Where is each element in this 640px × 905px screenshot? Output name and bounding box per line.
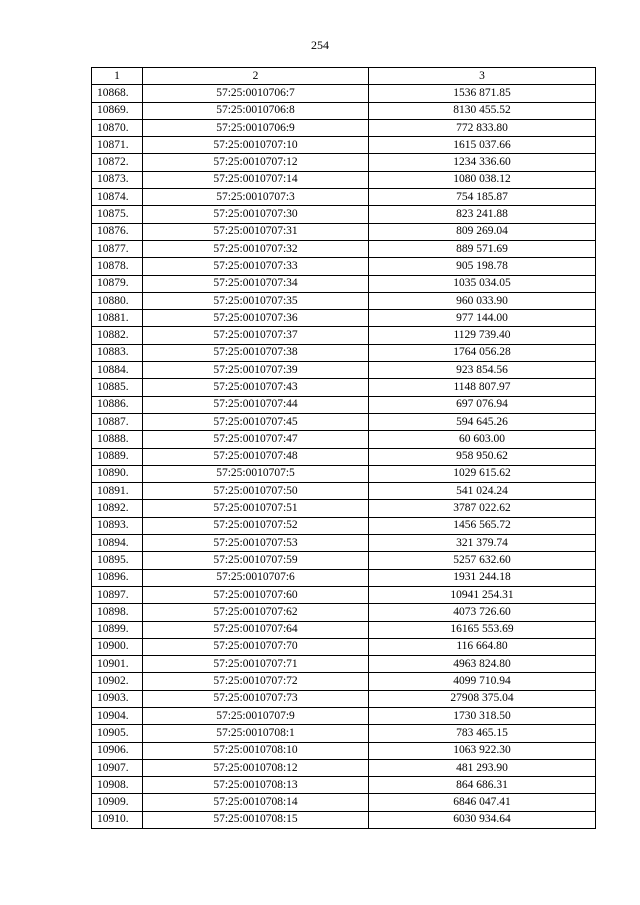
cadastral-number: 57:25:0010706:8: [143, 102, 369, 119]
table-row: [92, 535, 596, 552]
row-number: 10878.: [92, 258, 143, 275]
cadastral-number: 57:25:0010707:37: [143, 327, 369, 344]
row-number: 10901.: [92, 656, 143, 673]
row-number: 10898.: [92, 604, 143, 621]
row-number: 10879.: [92, 275, 143, 292]
table-row: [92, 85, 596, 102]
cadastral-value: 1063 922.30: [369, 742, 596, 759]
row-number: 10871.: [92, 137, 143, 154]
cadastral-number: 57:25:0010706:9: [143, 119, 369, 136]
table-row: [92, 586, 596, 603]
row-number: 10882.: [92, 327, 143, 344]
row-number: 10900.: [92, 638, 143, 655]
cadastral-value: 4073 726.60: [369, 604, 596, 621]
cadastral-number: 57:25:0010707:39: [143, 362, 369, 379]
row-number: 10890.: [92, 465, 143, 482]
table-row: [92, 240, 596, 257]
cadastral-value: 960 033.90: [369, 292, 596, 309]
table-row: [92, 725, 596, 742]
cadastral-number: 57:25:0010707:3: [143, 189, 369, 206]
row-number: 10870.: [92, 119, 143, 136]
cadastral-value: 889 571.69: [369, 240, 596, 257]
cadastral-value: 8130 455.52: [369, 102, 596, 119]
cadastral-number: 57:25:0010707:60: [143, 586, 369, 603]
row-number: 10887.: [92, 413, 143, 430]
cadastral-number: 57:25:0010707:44: [143, 396, 369, 413]
page-number: 254: [311, 38, 329, 52]
table-header-row: [92, 68, 596, 85]
row-number: 10868.: [92, 85, 143, 102]
cadastral-value: 5257 632.60: [369, 552, 596, 569]
table-body: [92, 85, 596, 829]
cadastral-number: 57:25:0010707:50: [143, 483, 369, 500]
row-number: 10903.: [92, 690, 143, 707]
cadastral-number: 57:25:0010708:12: [143, 759, 369, 776]
cadastral-value: 116 664.80: [369, 638, 596, 655]
row-number: 10876.: [92, 223, 143, 240]
table-row: [92, 258, 596, 275]
table-row: [92, 362, 596, 379]
table-row: [92, 500, 596, 517]
table-row: [92, 413, 596, 430]
row-number: 10873.: [92, 171, 143, 188]
cadastral-number: 57:25:0010707:59: [143, 552, 369, 569]
cadastral-value: 1234 336.60: [369, 154, 596, 171]
cadastral-number: 57:25:0010707:45: [143, 413, 369, 430]
row-number: 10892.: [92, 500, 143, 517]
table-row: [92, 344, 596, 361]
row-number: 10899.: [92, 621, 143, 638]
cadastral-number: 57:25:0010707:5: [143, 465, 369, 482]
cadastral-value: 1730 318.50: [369, 707, 596, 724]
cadastral-value: 4963 824.80: [369, 656, 596, 673]
table-row: [92, 621, 596, 638]
row-number: 10908.: [92, 777, 143, 794]
table-row: [92, 483, 596, 500]
row-number: 10888.: [92, 431, 143, 448]
cadastral-value: 754 185.87: [369, 189, 596, 206]
cadastral-value: 772 833.80: [369, 119, 596, 136]
cadastral-value: 60 603.00: [369, 431, 596, 448]
row-number: 10872.: [92, 154, 143, 171]
cadastral-value: 905 198.78: [369, 258, 596, 275]
row-number: 10893.: [92, 517, 143, 534]
table-row: [92, 448, 596, 465]
cadastral-number: 57:25:0010708:1: [143, 725, 369, 742]
cadastral-value: 6846 047.41: [369, 794, 596, 811]
column-header-2: 2: [143, 68, 369, 85]
table-row: [92, 465, 596, 482]
row-number: 10884.: [92, 362, 143, 379]
cadastral-number: 57:25:0010707:33: [143, 258, 369, 275]
table-row: [92, 379, 596, 396]
cadastral-number: 57:25:0010707:53: [143, 535, 369, 552]
row-number: 10909.: [92, 794, 143, 811]
row-number: 10883.: [92, 344, 143, 361]
row-number: 10894.: [92, 535, 143, 552]
row-number: 10891.: [92, 483, 143, 500]
table-row: [92, 794, 596, 811]
cadastral-value: 1148 807.97: [369, 379, 596, 396]
cadastral-number: 57:25:0010707:48: [143, 448, 369, 465]
table-row: [92, 154, 596, 171]
table-row: [92, 690, 596, 707]
cadastral-value: 3787 022.62: [369, 500, 596, 517]
cadastral-number: 57:25:0010707:72: [143, 673, 369, 690]
cadastral-value: 697 076.94: [369, 396, 596, 413]
table-row: [92, 569, 596, 586]
cadastral-number: 57:25:0010707:34: [143, 275, 369, 292]
row-number: 10906.: [92, 742, 143, 759]
cadastral-value: 1456 565.72: [369, 517, 596, 534]
table-row: [92, 604, 596, 621]
cadastral-value: 864 686.31: [369, 777, 596, 794]
cadastral-number: 57:25:0010707:14: [143, 171, 369, 188]
table-row: [92, 707, 596, 724]
table-row: [92, 275, 596, 292]
row-number: 10907.: [92, 759, 143, 776]
cadastral-number: 57:25:0010707:30: [143, 206, 369, 223]
row-number: 10874.: [92, 189, 143, 206]
cadastral-number: 57:25:0010708:10: [143, 742, 369, 759]
table-row: [92, 431, 596, 448]
cadastral-number: 57:25:0010708:14: [143, 794, 369, 811]
cadastral-value: 1764 056.28: [369, 344, 596, 361]
cadastral-number: 57:25:0010707:32: [143, 240, 369, 257]
cadastral-number: 57:25:0010707:10: [143, 137, 369, 154]
cadastral-value: 16165 553.69: [369, 621, 596, 638]
cadastral-number: 57:25:0010707:52: [143, 517, 369, 534]
cadastral-number: 57:25:0010707:9: [143, 707, 369, 724]
row-number: 10881.: [92, 310, 143, 327]
cadastral-number: 57:25:0010707:51: [143, 500, 369, 517]
cadastral-value: 1615 037.66: [369, 137, 596, 154]
table-row: [92, 292, 596, 309]
row-number: 10902.: [92, 673, 143, 690]
cadastral-number: 57:25:0010708:13: [143, 777, 369, 794]
cadastral-number: 57:25:0010707:62: [143, 604, 369, 621]
cadastral-value: 958 950.62: [369, 448, 596, 465]
table-row: [92, 189, 596, 206]
table-row: [92, 327, 596, 344]
cadastral-number: 57:25:0010707:12: [143, 154, 369, 171]
cadastral-value: 823 241.88: [369, 206, 596, 223]
row-number: 10886.: [92, 396, 143, 413]
table-row: [92, 310, 596, 327]
row-number: 10905.: [92, 725, 143, 742]
cadastral-value: 481 293.90: [369, 759, 596, 776]
cadastral-value: 809 269.04: [369, 223, 596, 240]
row-number: 10889.: [92, 448, 143, 465]
table-row: [92, 552, 596, 569]
cadastral-value: 541 024.24: [369, 483, 596, 500]
column-header-3: 3: [369, 68, 596, 85]
cadastral-value: 10941 254.31: [369, 586, 596, 603]
table-row: [92, 102, 596, 119]
table-row: [92, 759, 596, 776]
table-row: [92, 206, 596, 223]
row-number: 10910.: [92, 811, 143, 828]
cadastral-value: 594 645.26: [369, 413, 596, 430]
row-number: 10885.: [92, 379, 143, 396]
row-number: 10896.: [92, 569, 143, 586]
cadastral-number: 57:25:0010706:7: [143, 85, 369, 102]
row-number: 10904.: [92, 707, 143, 724]
row-number: 10877.: [92, 240, 143, 257]
table-row: [92, 673, 596, 690]
cadastral-number: 57:25:0010708:15: [143, 811, 369, 828]
cadastral-number: 57:25:0010707:70: [143, 638, 369, 655]
cadastral-number: 57:25:0010707:31: [143, 223, 369, 240]
cadastral-value: 977 144.00: [369, 310, 596, 327]
row-number: 10869.: [92, 102, 143, 119]
cadastral-number: 57:25:0010707:6: [143, 569, 369, 586]
row-number: 10897.: [92, 586, 143, 603]
cadastral-number: 57:25:0010707:47: [143, 431, 369, 448]
cadastral-number: 57:25:0010707:35: [143, 292, 369, 309]
cadastral-number: 57:25:0010707:43: [143, 379, 369, 396]
cadastral-value: 923 854.56: [369, 362, 596, 379]
cadastral-value: 27908 375.04: [369, 690, 596, 707]
cadastral-value: 1035 034.05: [369, 275, 596, 292]
table-row: [92, 119, 596, 136]
table-row: [92, 171, 596, 188]
cadastral-number: 57:25:0010707:71: [143, 656, 369, 673]
table-row: [92, 137, 596, 154]
row-number: 10880.: [92, 292, 143, 309]
row-number: 10895.: [92, 552, 143, 569]
cadastral-value: 321 379.74: [369, 535, 596, 552]
cadastral-value-table: [91, 67, 596, 829]
cadastral-number: 57:25:0010707:36: [143, 310, 369, 327]
cadastral-value: 783 465.15: [369, 725, 596, 742]
cadastral-value: 1029 615.62: [369, 465, 596, 482]
cadastral-number: 57:25:0010707:73: [143, 690, 369, 707]
row-number: 10875.: [92, 206, 143, 223]
table-row: [92, 638, 596, 655]
table-row: [92, 396, 596, 413]
cadastral-value: 6030 934.64: [369, 811, 596, 828]
cadastral-value: 1129 739.40: [369, 327, 596, 344]
table-row: [92, 223, 596, 240]
table-row: [92, 811, 596, 828]
cadastral-value: 1536 871.85: [369, 85, 596, 102]
cadastral-number: 57:25:0010707:64: [143, 621, 369, 638]
table-row: [92, 742, 596, 759]
cadastral-number: 57:25:0010707:38: [143, 344, 369, 361]
cadastral-value: 4099 710.94: [369, 673, 596, 690]
table-row: [92, 656, 596, 673]
column-header-1: 1: [92, 68, 143, 85]
table-row: [92, 777, 596, 794]
table-row: [92, 517, 596, 534]
cadastral-value: 1080 038.12: [369, 171, 596, 188]
cadastral-value: 1931 244.18: [369, 569, 596, 586]
